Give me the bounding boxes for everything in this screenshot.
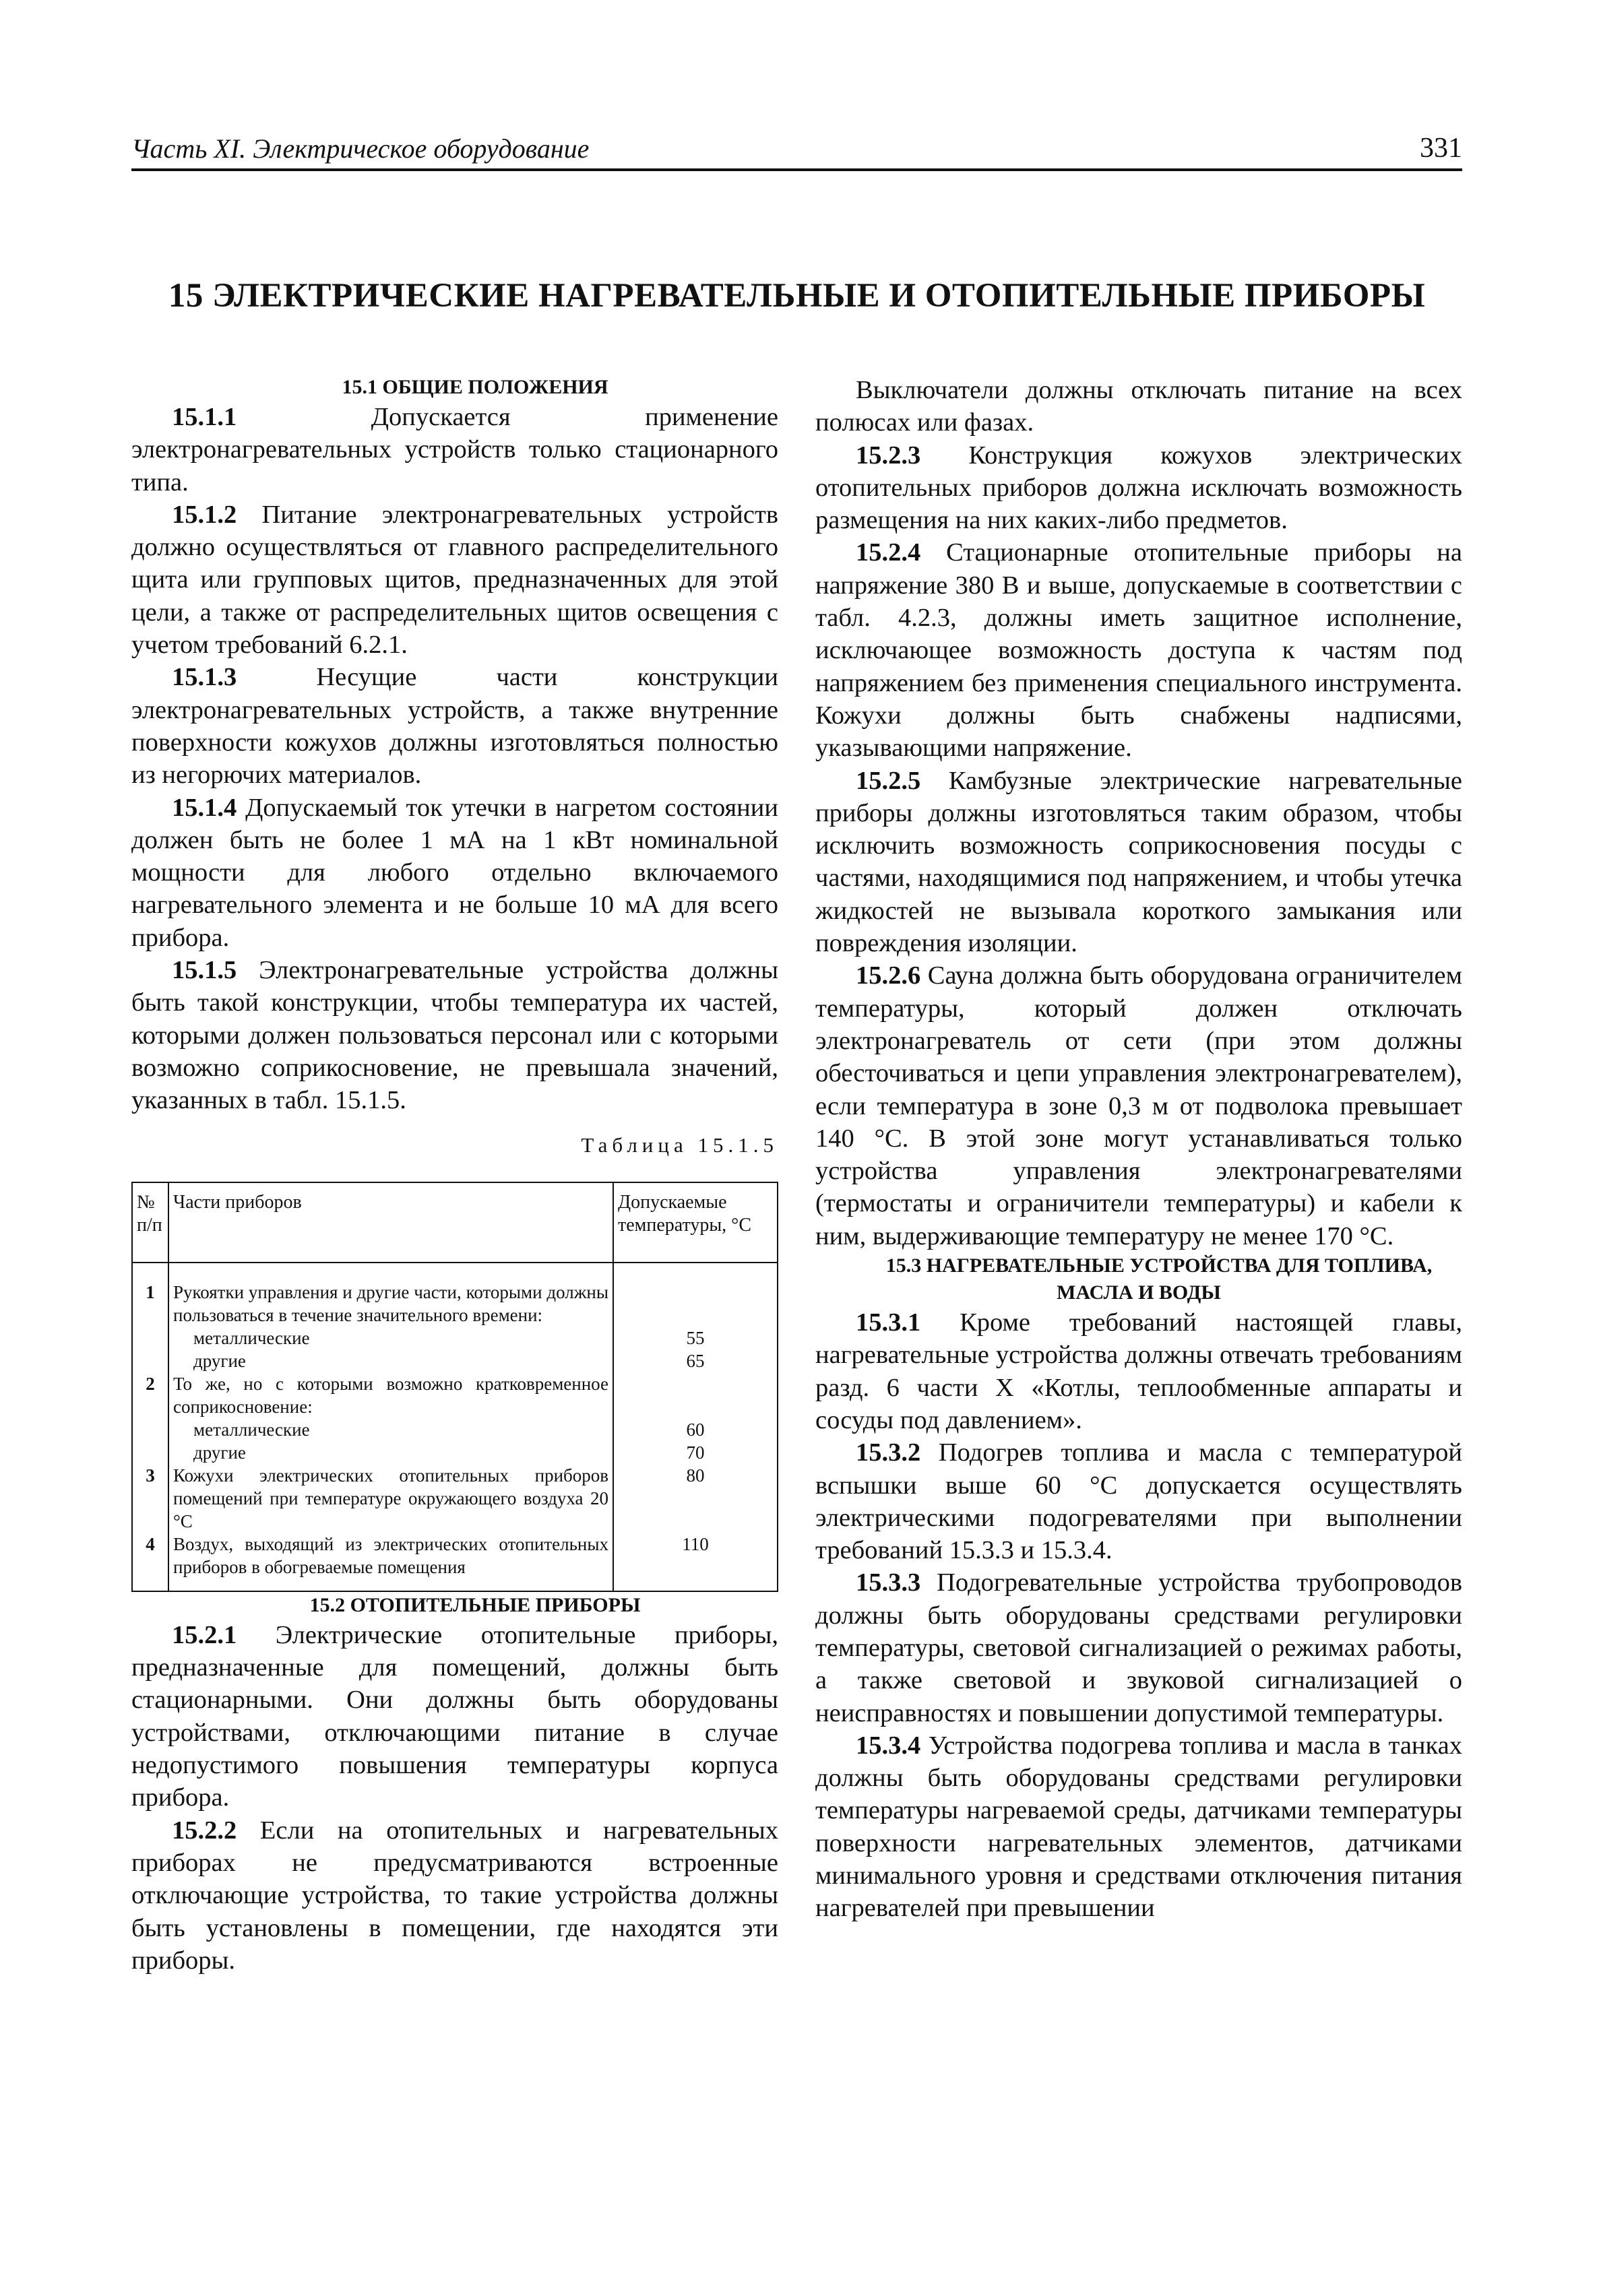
table-row [132,1372,778,1418]
row-number [132,1327,168,1349]
part-title: Часть XI. Электрическое оборудование [131,133,590,164]
clause-text: Подогрев топлива и масла с температурой вспышки выше 60 °С допускается осуществлять электрическими подогревателями при выполнении требований 15.3.3 и 15.3.4. [815,1438,1462,1565]
paragraph-15-2-1 [131,1619,778,1814]
clause-number: 15.3.4 [856,1731,921,1760]
clause-text: Питание электронагревательных устройств должно осуществляться от главного распределительного щита или групповых щитов, предназначенных для этой цели, а также от распределительных щитов освещения с учетом требований 6.2.1. [131,500,778,660]
clause-number: 15.1.2 [172,500,237,529]
clause-number: 15.3.1 [856,1308,921,1337]
clause-number: 15.1.5 [172,956,237,985]
paragraph-15-3-2 [815,1436,1462,1566]
clause-number: 15.2.3 [856,441,921,470]
row-value [613,1372,778,1418]
page-number: 331 [1420,133,1462,164]
paragraph-15-1-4 [131,792,778,954]
row-value: 110 [613,1533,778,1591]
clause-text: Допускается применение электронагревательных устройств только стационарного типа. [131,403,778,497]
table-row [132,1533,778,1591]
section-heading-15-1: 15.1 ОБЩИЕ ПОЛОЖЕНИЯ [342,376,608,398]
clause-number: 15.1.1 [172,403,237,431]
paragraph-15-3-1 [815,1306,1462,1436]
row-description: другие [168,1441,613,1464]
clause-text: Камбузные электрические нагревательные приборы должны изготовляться таким образом, чтобы исключить возможность соприкосновения посуды с частями, находящимися под напряжением, и чтобы утечка жидкостей не вызывала короткого замыкания или повреждения изоляции. [815,766,1462,958]
clause-text: Допускаемый ток утечки в нагретом состоянии должен быть не более 1 мА на 1 кВт номинальной мощности для любого отдельно включаемого нагревательного элемента и не больше 10 мА для всего прибора. [131,793,778,952]
clause-text: Подогревательные устройства трубопроводов должны быть оборудованы средствами регулировки температуры, световой сигнализацией о режимах работы, а также световой и звуковой сигнализацией о неисправностях и повышении допустимой температуры. [815,1568,1462,1727]
clause-text: Стационарные отопительные приборы на напряжение 380 В и выше, допускаемые в соответствии с табл. 4.2.3, должны иметь защитное исполнение, исключающее возможность доступа к частям под напряжением без применения специального инструмента. Кожухи должны быть снабжены надписями, указывающими напряжение. [815,538,1462,763]
paragraph-15-1-3 [131,661,778,791]
row-description: Кожухи электрических отопительных приборов помещений при температуре окружающего воздуха 20 °С [168,1464,613,1533]
left-column [131,374,778,1977]
row-description: металлические [168,1418,613,1441]
table-row [132,1464,778,1533]
row-number: 3 [132,1464,168,1533]
right-column [815,374,1462,1925]
clause-text: Электронагревательные устройства должны быть такой конструкции, чтобы температура их частей, которыми должен пользоваться персонал или с которыми возможно соприкосновение, не превышала значений, указанных в табл. 15.1.5. [131,956,778,1115]
row-description: другие [168,1349,613,1372]
row-description: Рукоятки управления и другие части, которыми должны пользоваться в течение значительного времени: [168,1263,613,1327]
clause-number: 15.3.2 [856,1438,921,1467]
running-header [131,128,1462,171]
row-number: 2 [132,1372,168,1418]
row-description: металлические [168,1327,613,1349]
paragraph-15-2-3 [815,439,1462,537]
section-heading-15-2: 15.2 ОТОПИТЕЛЬНЫЕ ПРИБОРЫ [309,1593,641,1616]
row-number [132,1441,168,1464]
clause-number: 15.2.4 [856,538,921,567]
paragraph-15-2-4 [815,536,1462,764]
row-value: 55 [613,1327,778,1349]
table-row [132,1418,778,1441]
clause-text: Электрические отопительные приборы, предназначенные для помещений, должны быть стационарными. Они должны быть оборудованы устройствами, отключающими питание в случае недопустимого повышения температуры корпуса прибора. [131,1620,778,1812]
header-number: № п/п [132,1182,168,1263]
row-description: То же, но с которыми возможно кратковременное соприкосновение: [168,1372,613,1418]
chapter-title: 15 ЭЛЕКТРИЧЕСКИЕ НАГРЕВАТЕЛЬНЫЕ И ОТОПИТЕЛЬНЫЕ ПРИБОРЫ [168,277,1426,315]
clause-number: 15.1.3 [172,663,237,692]
clause-number: 15.3.3 [856,1568,921,1597]
section-heading-15-3: 15.3 НАГРЕВАТЕЛЬНЫЕ УСТРОЙСТВА ДЛЯ ТОПЛИВА, МАСЛА И ВОДЫ [885,1254,1433,1304]
clause-text: Конструкция кожухов электрических отопительных приборов должна исключать возможность размещения на них каких-либо предметов. [815,441,1462,535]
temperature-table [131,1182,778,1592]
clause-number: 15.2.5 [856,766,921,795]
clause-number: 15.1.4 [172,793,237,822]
clause-number: 15.2.1 [172,1620,237,1649]
paragraph-15-2-2-continued: Выключатели должны отключать питание на всех полюсах или фазах. [815,376,1462,437]
clause-text: Кроме требований настоящей главы, нагревательные устройства должны отвечать требованиям разд. 6 части X «Котлы, теплообменные аппараты и сосуды под давлением». [815,1308,1462,1434]
row-number [132,1418,168,1441]
clause-text: Устройства подогрева топлива и масла в танках должны быть оборудованы средствами регулировки температуры нагреваемой среды, датчиками температуры поверхности нагревательных элементов, датчиками минимального уровня и средствами отключения питания нагревателей при превышении [815,1731,1462,1923]
row-value [613,1263,778,1327]
clause-text: Несущие части конструкции электронагревательных устройств, а также внутренние поверхности кожухов должны изготовляться полностью из негорючих материалов. [131,663,778,790]
row-value: 80 [613,1464,778,1533]
row-value: 60 [613,1418,778,1441]
clause-number: 15.2.6 [856,961,921,990]
paragraph-15-3-3 [815,1566,1462,1729]
table-header-row [132,1182,778,1263]
paragraph-15-1-2 [131,499,778,661]
header-temperature: Допускаемые температуры, °С [613,1182,778,1263]
table-row [132,1263,778,1327]
paragraph-15-2-2 [131,1814,778,1977]
clause-text: Сауна должна быть оборудована ограничителем температуры, который должен отключать электронагреватель от сети (при этом должны обесточиваться и цепи управления электронагревателем), если температура в зоне 0,3 м от подволока превышает 140 °С. В этой зоне могут устанавливаться только устройства управления электронагревателями (термостаты и ограничители температуры) и кабели к ним, выдерживающие температуру не менее 170 °С. [815,961,1462,1250]
row-number: 1 [132,1263,168,1327]
table-row [132,1441,778,1464]
paragraph-15-2-5 [815,765,1462,960]
paragraph-15-3-4 [815,1729,1462,1925]
row-value: 65 [613,1349,778,1372]
clause-number: 15.2.2 [172,1816,237,1845]
paragraph-15-1-1 [131,401,778,499]
table-row [132,1349,778,1372]
header-parts: Части приборов [168,1182,613,1263]
clause-text: Если на отопительных и нагревательных приборах не предусматриваются встроенные отключающие устройства, то такие устройства должны быть установлены в помещении, где находятся эти приборы. [131,1816,778,1975]
paragraph-15-2-6 [815,959,1462,1252]
row-number: 4 [132,1533,168,1591]
table-row [132,1327,778,1349]
row-value: 70 [613,1441,778,1464]
paragraph-15-1-5 [131,954,778,1116]
row-description: Воздух, выходящий из электрических отопительных приборов в обогреваемые помещения [168,1533,613,1591]
table-caption: Таблица 15.1.5 [581,1133,778,1157]
row-number [132,1349,168,1372]
